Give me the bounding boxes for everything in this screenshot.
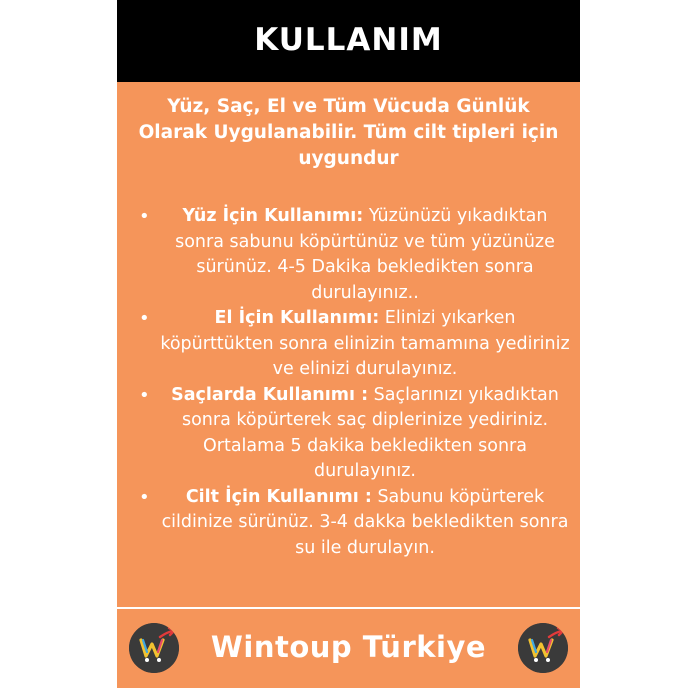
header-bar <box>117 0 580 82</box>
usage-list <box>125 204 575 561</box>
usage-item-text: Sabunu köpürterek cildinize sürünüz. 3-4 dakka bekledikten sonra su ile durulayın. <box>161 486 569 558</box>
content-panel <box>117 82 580 607</box>
usage-item-skin <box>125 485 575 562</box>
bullet-icon: • <box>139 384 150 406</box>
usage-card <box>117 0 580 700</box>
usage-item-hand <box>125 306 575 383</box>
intro-text: Yüz, Saç, El ve Tüm Vücuda Günlük Olarak Uygulanabilir. Tüm cilt tipleri için uygundur <box>138 96 559 169</box>
usage-item-label: Cilt İçin Kullanımı : <box>185 486 372 507</box>
bullet-icon: • <box>139 206 150 227</box>
brand-name: Wintoup Türkiye <box>210 630 487 664</box>
usage-item-label: Yüz İçin Kullanımı: <box>182 206 364 226</box>
bullet-icon: • <box>139 308 150 329</box>
usage-item-label: El İçin Kullanımı: <box>214 308 380 328</box>
wintoup-logo-icon <box>518 623 568 673</box>
usage-item-text: Saçlarınızı yıkadıktan sonra köpürterek saç diplerinize yediriniz. Ortalama 5 dakika bekledikten sonra durulayınız. <box>181 384 559 481</box>
usage-item-text: Yüzünüzü yıkadıktan sonra sabunu köpürtünüz ve tüm yüzünüze sürünüz. 4-5 Dakika bekledikten sonra durulayınız.. <box>175 206 555 303</box>
brand-footer <box>117 607 580 688</box>
usage-item-label: Saçlarda Kullanımı : <box>171 384 369 405</box>
usage-item-text: Elinizi yıkarken köpürttükten sonra elinizin tamamına yediriniz ve elinizi durulayınız. <box>160 308 570 379</box>
usage-item-hair <box>125 383 575 485</box>
page-title: KULLANIM <box>254 22 443 58</box>
usage-item-face <box>125 204 575 306</box>
bullet-icon: • <box>139 486 150 508</box>
